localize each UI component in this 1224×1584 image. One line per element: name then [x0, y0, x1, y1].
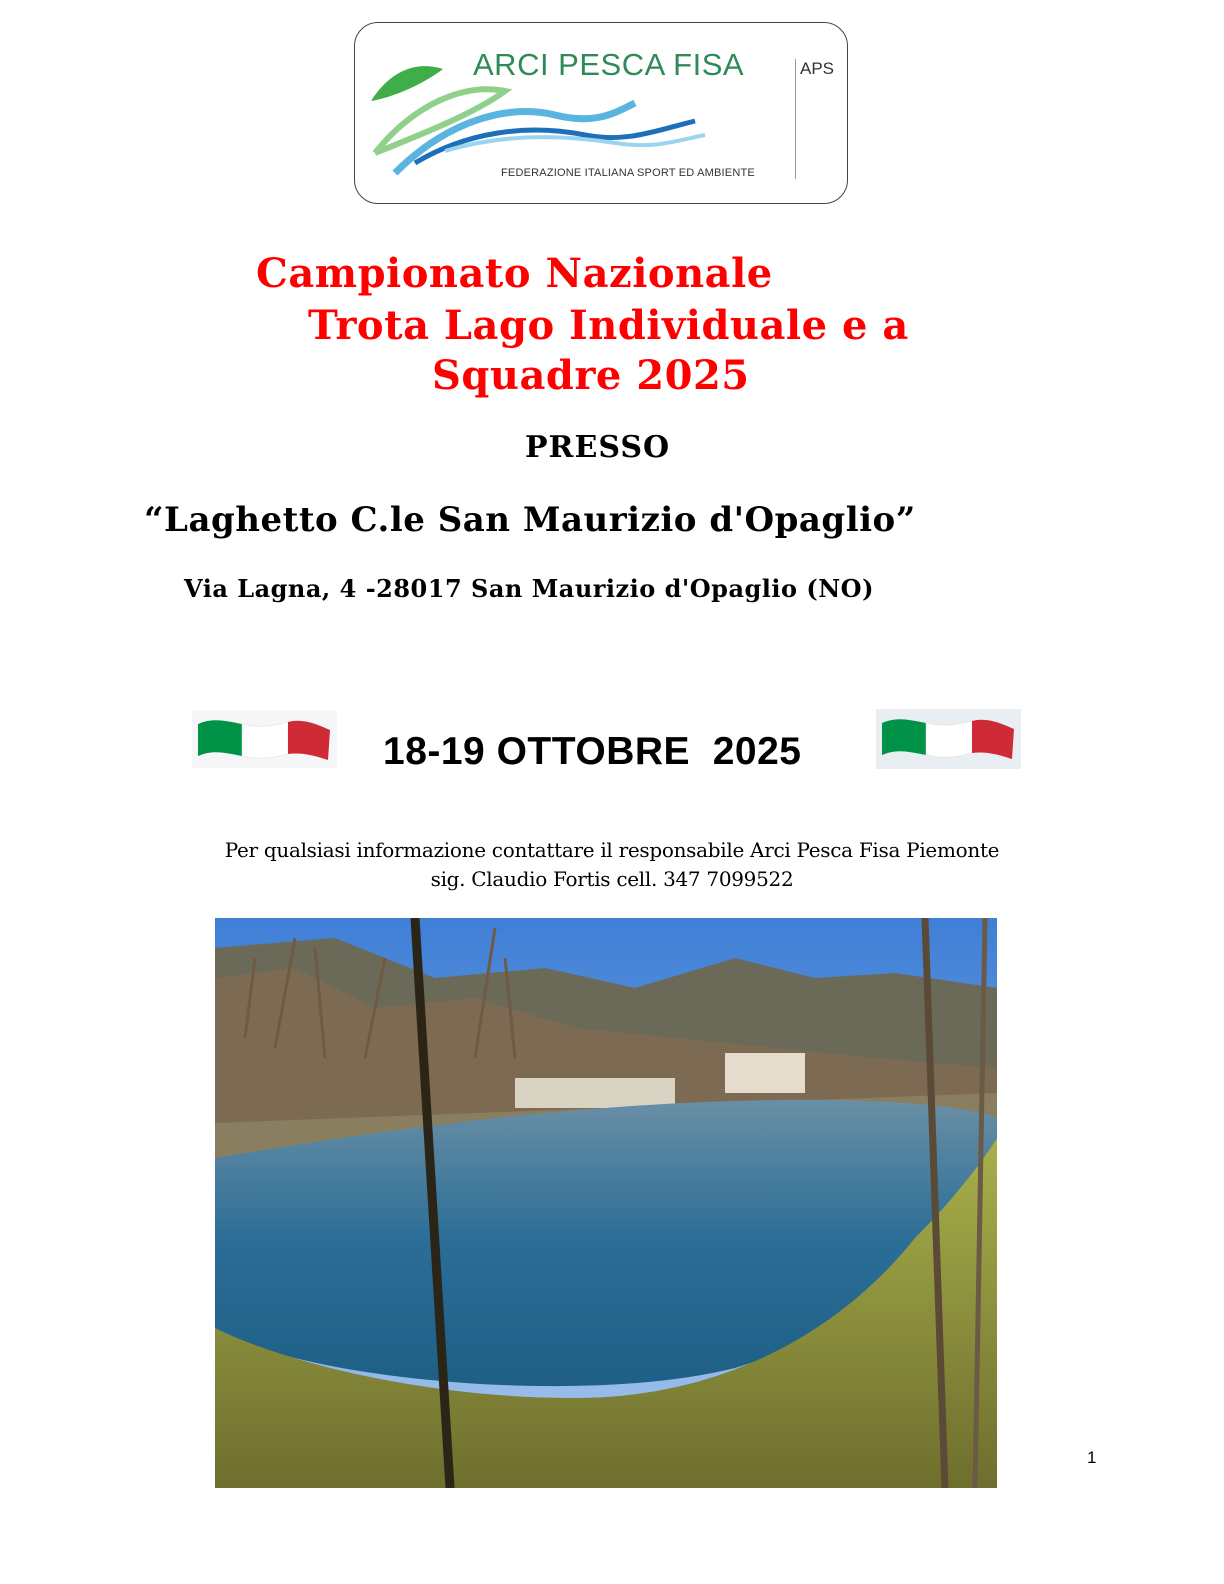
venue-address: Via Lagna, 4 -28017 San Maurizio d'Opaglio (NO) — [184, 574, 874, 603]
presso-label: PRESSO — [525, 430, 671, 465]
contact-line-2: sig. Claudio Fortis cell. 347 7099522 — [430, 867, 794, 891]
title-line-1: Campionato Nazionale — [256, 250, 773, 297]
venue-name: “Laghetto C.le San Maurizio d'Opaglio” — [144, 500, 916, 540]
contact-line-1: Per qualsiasi informazione contattare il responsabile Arci Pesca Fisa Piemonte — [224, 838, 1000, 862]
contact-info — [0, 836, 1224, 894]
italian-flag-left-icon — [192, 710, 337, 768]
logo — [354, 22, 848, 204]
event-date: 18-19 OTTOBRE 2025 — [383, 730, 802, 773]
logo-name: ARCI PESCA FISA — [473, 47, 745, 82]
title-line-3: Squadre 2025 — [432, 352, 750, 399]
lake-photo — [215, 918, 997, 1488]
title-line-2: Trota Lago Individuale e a — [308, 302, 909, 349]
logo-suffix: APS — [795, 59, 834, 179]
italian-flag-right-icon — [876, 709, 1021, 769]
page-number: 1 — [1087, 1448, 1097, 1467]
logo-federation: FEDERAZIONE ITALIANA SPORT ED AMBIENTE — [501, 167, 755, 179]
